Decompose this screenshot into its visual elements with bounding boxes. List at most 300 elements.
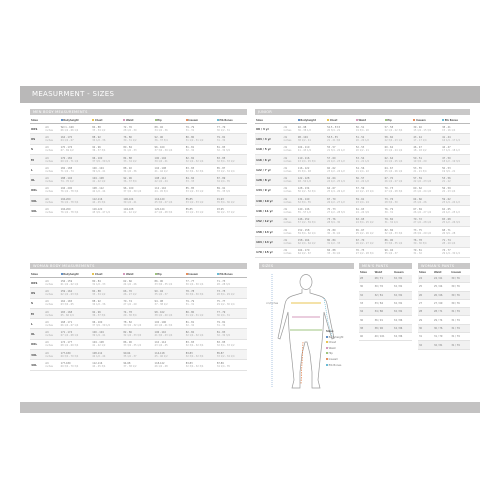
measure-cell: [60, 134, 92, 144]
measure-cell: [154, 298, 185, 308]
measure-cell: [122, 206, 153, 216]
measure-value: 61 1/2 - 62 1/2: [60, 282, 79, 286]
measure-value: 65 - 66 1/4: [60, 313, 74, 317]
measure-value: 64 1/2 - 67: [60, 138, 74, 142]
measure-value: 50 1/2 - 52 3/4: [297, 190, 316, 194]
measure-cell: [441, 144, 470, 154]
measure-value: 31 - 32 1/4: [384, 221, 398, 225]
measure-value: 98 - 104: [297, 135, 308, 139]
measure-value: 26 1/2 - 27 1/4: [413, 211, 432, 215]
table-row: [30, 154, 247, 164]
measure-value: 36 - 37 3/4: [154, 138, 168, 142]
table-row: [359, 316, 412, 324]
measure-cell: [154, 360, 185, 370]
measure-value: 76 1/2 - 78 3/4: [60, 190, 79, 194]
measure-value: 36 - 37 3/4: [123, 180, 137, 184]
measure-value: 38 1/2 - 40 1/4: [154, 313, 173, 317]
measure-cell: [412, 165, 441, 175]
measure-value: 37 3/4 - 39 1/4: [154, 149, 173, 153]
measure-value: 15 - 16 1/4: [442, 128, 456, 132]
measure-value: 25 1/2 - 26 3/4: [442, 221, 460, 225]
page-header-bar: [20, 86, 480, 103]
measure-value: 87 - 89: [216, 177, 226, 181]
measure-value: 30 1/4 - 30 1/4: [185, 282, 204, 286]
measure-value: 81 - 81: [185, 320, 195, 324]
size-cell: 170 / 15 yr: [255, 247, 283, 257]
measure-value: 80 - 80: [185, 135, 195, 139]
measure-cell: [122, 329, 153, 339]
measure-value: 70 - 73: [327, 208, 336, 212]
section-bar-men: [30, 109, 247, 115]
unit-label: inches: [283, 200, 292, 204]
measure-cell: [441, 154, 470, 164]
size-cell: 146 / 11 yr: [255, 206, 283, 216]
measure-value: 83 - 83: [185, 341, 195, 345]
size-cell: 40: [359, 333, 374, 341]
table-row: [30, 206, 247, 216]
measure-cell: 30 / 76: [450, 283, 470, 291]
measure-cell: [154, 319, 185, 329]
measure-value: 33 3/4 - 35 1/2: [384, 241, 403, 245]
measure-value: 88 - 92: [154, 125, 164, 129]
measure-value: 96 - 100: [123, 187, 134, 191]
measure-cell: [441, 175, 470, 185]
measure-value: 77 - 77: [185, 279, 195, 283]
unit-label: inches: [283, 221, 292, 225]
measure-cell: 30 / 76: [433, 324, 450, 332]
measure-value: 31 1/2 - 33: [123, 149, 137, 153]
measure-cell: [216, 134, 247, 144]
measure-value: 22 1/2 - 22 3/4: [384, 128, 403, 132]
measure-value: 18 1/2 - 19 3/4: [442, 159, 460, 163]
measure-value: 87-89: [216, 362, 224, 366]
legend-title: Sizes: [326, 330, 334, 333]
measure-cell: [122, 175, 153, 185]
measure-cell: [60, 350, 92, 360]
size-cell: 30: [418, 324, 433, 332]
size-cell: 128 / 8 yr: [255, 175, 283, 185]
measure-value: 27 1/2 - 28 3/4: [355, 252, 374, 256]
measure-value: 86 - 90: [123, 341, 132, 345]
size-cell: XXS: [30, 124, 44, 134]
measure-value: 38 1/2 - 41: [297, 138, 311, 142]
measure-value: 21 1/4 - 22: [355, 169, 369, 173]
measure-value: 69 3/4 - 70 3/4: [60, 354, 79, 358]
unit-label: inches: [45, 365, 53, 369]
measure-value: 58 - 60: [384, 135, 394, 139]
measure-value: 59 3/4 - 62 1/4: [297, 231, 316, 235]
measure-value: 27 1/2 - 28 3/4: [384, 190, 403, 194]
measure-cell: [412, 216, 441, 226]
measure-value: 21 3/4 - 22 1/2: [327, 149, 345, 153]
measure-value: 30 3/4 - 30 3/4: [185, 292, 204, 296]
measure-value: 51 - 52: [355, 135, 365, 139]
measure-value: 92 - 96: [154, 135, 164, 139]
measure-cell: [412, 154, 441, 164]
size-cell: 33: [359, 299, 374, 307]
unit-label: cm: [45, 187, 49, 191]
measure-cell: [60, 124, 92, 134]
measure-cell: [154, 339, 185, 349]
measure-value: 60 - 62: [413, 187, 422, 191]
measure-cell: [122, 298, 153, 308]
unit-cell: [283, 247, 297, 257]
measure-value: 93-95: [216, 208, 224, 212]
unit-label: inches: [45, 303, 53, 307]
size-cell: 31: [418, 333, 433, 341]
measure-cell: [122, 196, 153, 206]
measure-value: 39 1/4 - 41: [123, 200, 137, 204]
measure-cell: [326, 216, 355, 226]
measure-value: 67 - 70: [327, 197, 336, 201]
column-header-label: Bodyheight: [63, 272, 79, 276]
measure-value: 32 1/4 - 32 1/4: [185, 159, 204, 163]
unit-label: inches: [283, 128, 292, 132]
measure-cell: [185, 339, 216, 349]
table-row: [359, 275, 412, 283]
measure-value: 104 - 108: [92, 177, 104, 181]
column-header-label: Chest: [94, 118, 103, 122]
measure-value: 15 1/4 - 15 3/4: [413, 128, 432, 132]
measure-cell: [91, 319, 122, 329]
measure-cell: [216, 196, 247, 206]
column-header: Sizes: [360, 271, 367, 274]
measure-cell: [122, 154, 153, 164]
measure-cell: [384, 134, 413, 144]
column-header-label: Bodyheight: [300, 118, 316, 122]
size-cell: 28: [418, 308, 433, 316]
measure-cell: [216, 144, 247, 154]
measure-cell: [60, 144, 92, 154]
measure-value: 146 - 152: [297, 218, 310, 222]
column-header-label: Chest: [94, 272, 103, 276]
measure-cell: [91, 329, 122, 339]
measure-value: 22 1/2 - 23 1/4: [355, 190, 374, 194]
measure-value: 23 1/4 - 24 1/2: [442, 200, 460, 204]
measure-cell: [91, 134, 122, 144]
measure-cell: [412, 247, 441, 257]
measure-cell: [122, 124, 153, 134]
measure-value: 86 - 90: [154, 279, 164, 283]
measure-value: 41 3/4 - 43 1/4: [154, 334, 173, 338]
measure-value: 62 - 64: [327, 177, 336, 181]
table-row: [255, 124, 470, 134]
measure-value: 67 - 70: [355, 238, 365, 242]
measure-value: 42 1/2 - 44: [92, 190, 106, 194]
measure-value: 28 3/4 - 30: [327, 221, 341, 225]
measure-value: 100-104: [123, 197, 134, 201]
unit-label: inches: [283, 149, 292, 153]
measure-value: 67 - 69: [413, 208, 422, 212]
unit-label: cm: [283, 177, 288, 181]
measure-cell: [154, 124, 185, 134]
measure-cell: [355, 196, 384, 206]
legend-label: Inseam: [328, 357, 339, 361]
section-bar-women: [30, 263, 247, 269]
size-cell: L: [30, 165, 44, 175]
table-row: [418, 299, 470, 307]
unit-label: cm: [45, 310, 49, 314]
measure-value: 100 - 104: [92, 331, 104, 335]
measure-value: 83-83: [185, 351, 193, 355]
unit-label: cm: [45, 177, 49, 181]
measure-cell: [216, 298, 247, 308]
measure-value: 112-116: [92, 362, 103, 366]
measure-value: 74 - 76 1/2: [60, 180, 74, 184]
table-row: [255, 175, 470, 185]
unit-cell: [283, 206, 297, 216]
measure-value: 17 1/4 - 18 1/2: [442, 149, 460, 153]
measure-value: 38 - 41: [442, 125, 451, 129]
measure-value: 64 - 66: [413, 197, 422, 201]
measure-value: 56 - 57: [355, 177, 365, 181]
measure-value: 37 3/4 - 39 1/4: [123, 190, 142, 194]
measure-value: 52 3/4 - 55: [297, 200, 311, 204]
measure-value: 41 - 42 1/2: [92, 344, 106, 348]
measure-value: 33 - 34 1/2: [123, 159, 137, 163]
size-cell: XXS: [30, 278, 44, 288]
measure-cell: [412, 175, 441, 185]
unit-label: cm: [45, 331, 49, 335]
unit-cell: [283, 237, 297, 247]
table-row: [30, 278, 247, 288]
unit-label: inches: [283, 159, 292, 163]
measure-value: 61 - 63: [355, 208, 365, 212]
measure-value: 177-180: [60, 362, 71, 366]
measure-value: 52.5 - 53.5: [327, 125, 341, 129]
unit-label: cm: [45, 289, 49, 293]
measure-value: 79 - 81: [216, 135, 226, 139]
measure-cell: [60, 360, 92, 370]
measure-value: 68 1/2 - 69 3/4: [60, 344, 79, 348]
column-header-label: Waist: [358, 118, 367, 122]
table-row: [359, 283, 412, 291]
table-row: [418, 341, 470, 349]
table-row: [359, 333, 412, 341]
measure-value: 88 - 92: [92, 135, 101, 139]
unit-label: inches: [45, 323, 53, 327]
size-cell: XS: [30, 288, 44, 298]
measure-value: 74 - 78: [123, 310, 132, 314]
measure-value: 122 - 128: [297, 177, 310, 181]
measure-value: 74 - 77: [442, 249, 451, 253]
measure-cell: 32 / 81: [374, 291, 393, 299]
column-header: Waist: [374, 271, 383, 274]
unit-cell: [44, 278, 59, 288]
measure-value: 41 - 42 1/2: [154, 169, 168, 173]
measure-value: 39 1/4 - 41: [92, 169, 106, 173]
unit-cell: [44, 288, 59, 298]
measure-value: 71 - 74: [442, 238, 451, 242]
measure-cell: 29 / 74: [433, 316, 450, 324]
measure-value: 80 - 80: [185, 310, 195, 314]
measure-value: 63 - 65: [355, 218, 365, 222]
measure-value: 42 1/2 - 44: [154, 180, 168, 184]
measure-value: 67 - 70: [384, 177, 394, 181]
measure-cell: [91, 124, 122, 134]
unit-label: cm: [283, 135, 288, 139]
measure-cell: [216, 308, 247, 318]
measure-value: 65 - 67: [355, 228, 365, 232]
measure-cell: [355, 154, 384, 164]
size-legend: [326, 330, 343, 369]
unit-label: cm: [45, 125, 49, 129]
measure-cell: [216, 350, 247, 360]
measure-cell: [326, 185, 355, 195]
measure-value: 41 - 42 1/2: [92, 180, 106, 184]
measure-cell: [384, 216, 413, 226]
measure-value: 29 1/2 - 30 1/4: [216, 303, 235, 307]
measure-value: 33 1/2 - 33 1/2: [185, 200, 204, 204]
measure-cell: [441, 124, 470, 134]
measure-value: 76 1/2 - 78 3/4: [60, 200, 79, 204]
measure-value: 32 - 32 3/4: [216, 334, 230, 338]
measure-value: 45 3/4 - 47 1/4: [92, 211, 110, 215]
size-cell: 28: [359, 275, 374, 283]
legend-label: Elb Bones: [328, 363, 342, 367]
table-row: [255, 206, 470, 216]
measure-cell: 34 / 86: [393, 324, 412, 332]
measure-value: 53 - 54: [355, 156, 365, 160]
table-row: [255, 185, 470, 195]
measure-cell: [384, 165, 413, 175]
measure-cell: [185, 144, 216, 154]
measure-value: 34 1/4 - 35: [216, 365, 230, 369]
measure-value: 85-85: [185, 197, 193, 201]
measure-value: 27 1/2 - 29: [123, 303, 137, 307]
size-cell: XS: [30, 134, 44, 144]
table-row: [30, 360, 247, 370]
measure-value: 27 1/2 - 28 3/4: [327, 211, 345, 215]
measure-cell: [326, 237, 355, 247]
unit-cell: [283, 196, 297, 206]
measure-value: 116-120: [154, 197, 165, 201]
measure-value: 50 - 53: [442, 166, 451, 170]
measure-cell: [355, 144, 384, 154]
measure-value: 44 - 45 3/4: [92, 200, 106, 204]
legend-item: [326, 364, 343, 370]
measure-cell: 30 / 76: [450, 299, 470, 307]
measure-cell: 27 / 69: [433, 299, 450, 307]
measure-value: 75 - 77: [216, 300, 226, 304]
measure-cell: [384, 247, 413, 257]
measure-value: 88 - 92: [92, 300, 101, 304]
measure-cell: [185, 165, 216, 175]
measure-cell: [122, 144, 153, 154]
measure-value: 32 3/4 - 32 3/4: [185, 365, 204, 369]
measure-value: 68 - 71: [442, 228, 451, 232]
measure-value: 90 - 94: [384, 249, 394, 253]
measure-cell: 28 / 71: [433, 308, 450, 316]
measure-value: 57 - 59: [355, 187, 365, 191]
measure-value: 45 3/4 - 48: [297, 169, 311, 173]
measure-value: 79 - 81: [216, 320, 226, 324]
measure-value: 30 - 31: [384, 211, 394, 215]
measure-value: 28 3/4 - 29 1/2: [216, 292, 235, 296]
measure-cell: [122, 278, 153, 288]
measure-cell: [384, 185, 413, 195]
measure-value: 24 1/2 - 25 1/2: [442, 211, 460, 215]
unit-label: inches: [283, 231, 292, 235]
measure-value: 96 - 100: [92, 156, 103, 160]
measure-cell: [91, 175, 122, 185]
measure-value: 94 - 98: [154, 300, 164, 304]
measure-value: 28 1/2 - 30: [123, 128, 137, 132]
unit-label: cm: [45, 320, 49, 324]
measure-cell: [60, 288, 92, 298]
size-cell: 27: [418, 299, 433, 307]
table-row: [30, 165, 247, 175]
measure-value: 54 - 56: [355, 166, 365, 170]
unit-label: inches: [45, 292, 53, 296]
measure-cell: [91, 350, 122, 360]
unit-label: inches: [45, 149, 53, 153]
measure-cell: [384, 196, 413, 206]
measure-value: 69 3/4 - 70 3/4: [60, 365, 79, 369]
measure-cell: [441, 134, 470, 144]
table-row: [30, 185, 247, 195]
measure-value: 32 3/4 - 32 3/4: [185, 169, 204, 173]
measure-value: 104 - 108: [154, 166, 167, 170]
measure-cell: [122, 288, 153, 298]
measure-value: 80 - 84: [92, 279, 101, 283]
measure-cell: [122, 360, 153, 370]
measure-value: 41 - 44: [442, 135, 451, 139]
measure-cell: 25 / 64: [433, 283, 450, 291]
measure-value: 104 - 108: [92, 341, 104, 345]
measure-value: 36 - 38 1/2: [297, 128, 311, 132]
measure-value: 21 - 21 3/4: [413, 169, 427, 173]
measure-cell: [441, 237, 470, 247]
measure-value: 32 1/4 - 32 1/4: [185, 334, 204, 338]
unit-label: inches: [45, 354, 53, 358]
unit-label: cm: [45, 208, 49, 212]
measure-value: 62 - 65: [442, 208, 451, 212]
measure-value: 71 - 73: [216, 279, 226, 283]
measure-cell: 32 / 81: [393, 291, 412, 299]
size-cell: 140 / 10 yr: [255, 196, 283, 206]
table-row: [418, 275, 470, 283]
column-header-label: Waist: [126, 272, 134, 276]
measure-value: 33 - 34 1/2: [92, 292, 106, 296]
measure-value: 41 - 42 1/2: [123, 211, 137, 215]
measure-cell: [326, 134, 355, 144]
measure-cell: [216, 278, 247, 288]
column-header-label: Hip: [157, 272, 162, 276]
measure-value: 66 1/4 - 67 1/4: [60, 323, 79, 327]
measure-value: 43 1/4 - 45 3/4: [297, 159, 316, 163]
section-title-mens-pants: MEN'S PANTS: [362, 263, 389, 268]
measure-cell: [91, 144, 122, 154]
measure-value: 24 3/4 - 25 1/2: [355, 221, 374, 225]
measure-value: 84 - 84: [185, 177, 195, 181]
column-header-label: Hip: [387, 118, 392, 122]
table-row: [30, 134, 247, 144]
measure-cell: [384, 237, 413, 247]
measure-value: 30 - 31 1/2: [327, 231, 341, 235]
measure-value: 170 - 176: [60, 146, 73, 150]
measure-value: 21 - 21 3/4: [327, 138, 341, 142]
unit-label: inches: [45, 138, 53, 142]
measure-cell: [154, 144, 185, 154]
measure-value: 33 1/2 - 34 1/4: [216, 169, 235, 173]
measure-value: 89 - 91: [216, 187, 226, 191]
measure-value: 171 - 174: [60, 331, 73, 335]
measure-value: Tall 1 - 169: [60, 125, 74, 129]
measure-value: 194-200: [60, 197, 71, 201]
measure-value: 59 - 61: [355, 197, 365, 201]
measure-value: 48 - 50 1/2: [297, 180, 311, 184]
